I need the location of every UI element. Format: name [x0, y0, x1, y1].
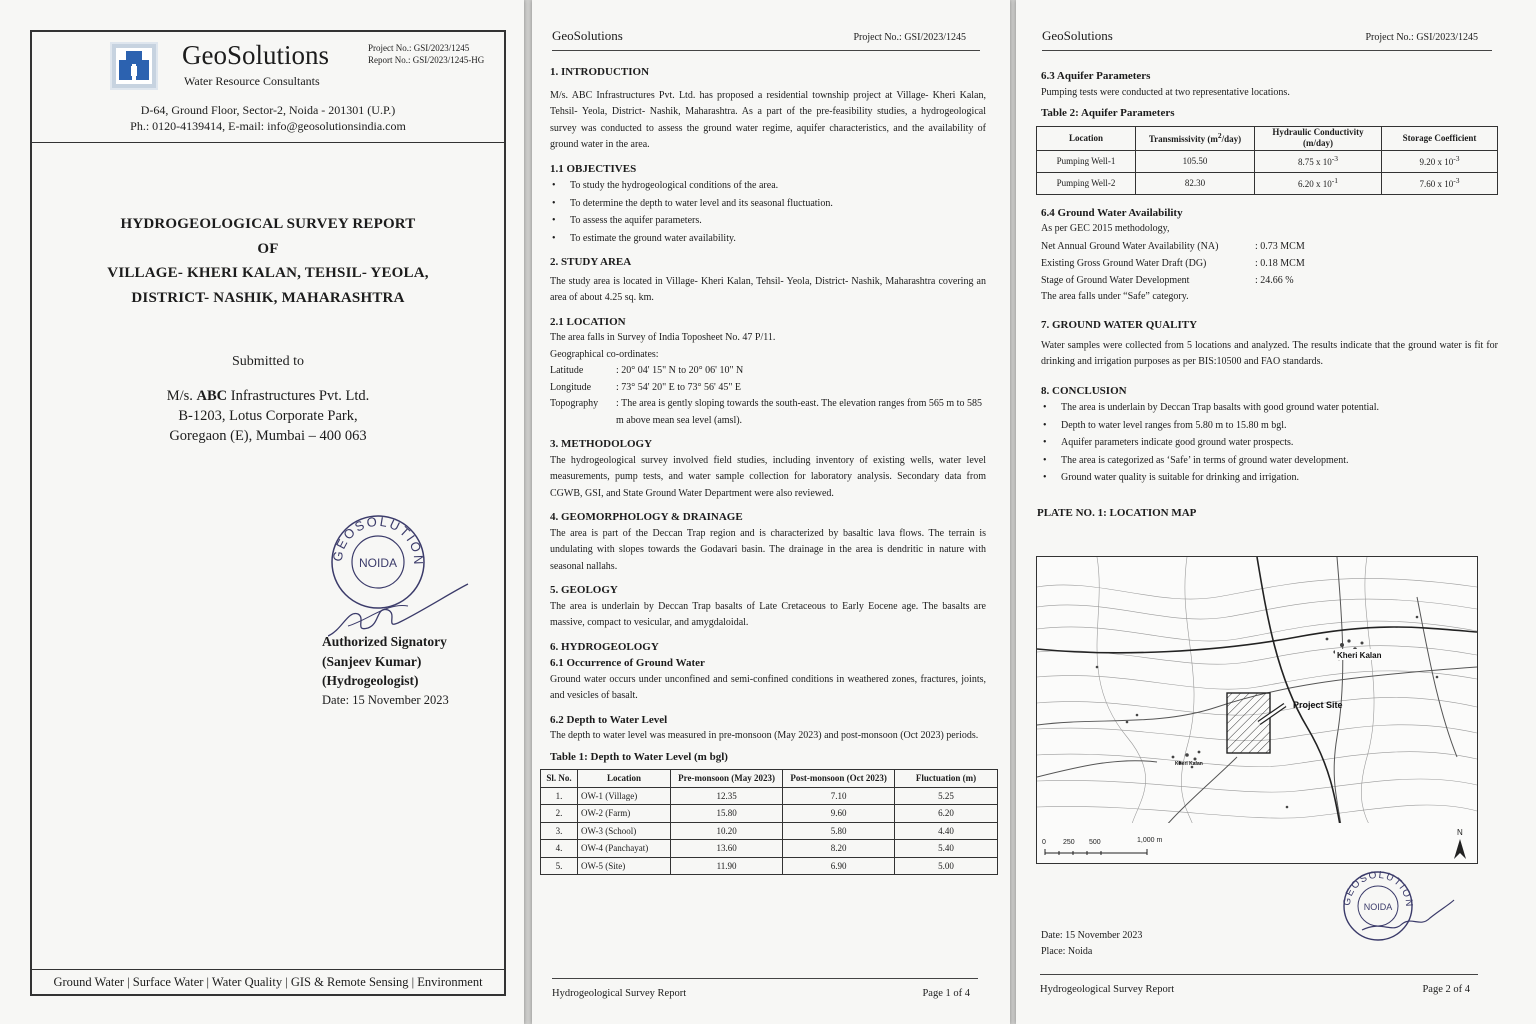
list-item: • Depth to water level ranges from 5.80 m to 15.80 m bgl.: [1041, 417, 1498, 435]
client-address-line: Goregaon (E), Mumbai – 400 063: [169, 428, 367, 444]
page-footer: [1040, 974, 1478, 995]
list-item: • Ground water quality is suitable for drinking and irrigation.: [1041, 469, 1498, 487]
page-2-content: [1037, 68, 1498, 521]
village-label-small: Kheri Kalan: [1175, 761, 1203, 767]
section-heading: 2.1 LOCATION: [550, 315, 626, 328]
column-header: Location: [1037, 126, 1136, 150]
footer-divider: [32, 969, 504, 970]
title-line: DISTRICT- NASHIK, MAHARASHTRA: [131, 289, 405, 306]
title-line: OF: [257, 240, 279, 257]
svg-text:N: N: [1457, 828, 1463, 837]
coordinates-label: Geographical co-ordinates:: [550, 348, 659, 360]
table-row: Pumping Well-1 105.50 8.75 x $10^{-3}$ 9.20 x $10^{-3}$: [1037, 150, 1498, 172]
column-header: Pre-monsoon (May 2023): [671, 770, 783, 788]
table-header-row: [541, 770, 998, 788]
location-text: The area falls in Survey of India Toposheet No. 47 P/11.: [550, 332, 776, 343]
list-item: • To estimate the ground water availability.: [550, 230, 986, 248]
longitude-row: Longitude : 73° 54' 20" E to 73° 56' 45" E: [550, 381, 742, 393]
depth-to-water-table: [540, 769, 998, 875]
report-number: Report No.: GSI/2023/1245-HG: [368, 55, 485, 65]
svg-text:500: 500: [1089, 839, 1101, 846]
firm-tagline: Water Resource Consultants: [184, 74, 320, 88]
column-header: Hydraulic Conductivity (m/day): [1255, 126, 1382, 150]
table-header-row: [1037, 126, 1498, 150]
company-seal-stamp: [328, 514, 488, 649]
firm-logo-icon: [110, 42, 158, 90]
list-item: • To determine the depth to water level and its seasonal fluctuation.: [550, 195, 986, 213]
gec-methodology-text: As per GEC 2015 methodology,: [1041, 223, 1170, 234]
column-header: Sl. No.: [541, 770, 578, 788]
water-quality-text: Water samples were collected from 5 locations and analyzed. The results indicate that the ground water is fit for drinking and irrigation purposes as per BIS:10500 and FAO standards.: [1041, 339, 1498, 367]
village-label: Kheri Kalan: [1337, 651, 1382, 660]
section-heading: 1.1 OBJECTIVES: [550, 162, 637, 175]
signatory-role: (Hydrogeologist): [322, 673, 419, 688]
table-row: 2. OW-2 (Farm) 15.80 9.60 6.20: [541, 805, 998, 823]
project-number: Project No.: GSI/2023/1245: [368, 43, 470, 53]
project-site-polygon: [1227, 693, 1270, 753]
title-line: HYDROGEOLOGICAL SURVEY REPORT: [120, 216, 416, 232]
cover-page: [0, 0, 524, 1024]
firm-address: D-64, Ground Floor, Sector-2, Noida - 201301 (U.P.): [140, 103, 396, 117]
objectives-list: [550, 177, 986, 247]
section-heading: 6. HYDROGEOLOGY: [550, 640, 659, 653]
latitude-row: Latitude : 20° 04' 15" N to 20° 06' 10" N: [550, 365, 744, 376]
column-header: Fluctuation (m): [895, 770, 998, 788]
company-seal-stamp: [1342, 870, 1462, 955]
table-row: 5. OW-5 (Site) 11.90 6.90 5.00: [541, 857, 998, 875]
subsection-heading: 6.3 Aquifer Parameters: [1041, 70, 1151, 82]
safe-category-text: The area falls under “Safe” category.: [1041, 290, 1189, 302]
conclusion-list: [1041, 399, 1498, 487]
list-item: • The area is underlain by Deccan Trap basalts with good ground water potential.: [1041, 399, 1498, 417]
firm-contact: Ph.: 0120-4139414, E-mail: info@geosolutionsindia.com: [130, 119, 406, 133]
availability-row: Stage of Ground Water Development : 24.66 %: [1041, 274, 1294, 286]
svg-text:NOIDA: NOIDA: [1363, 902, 1393, 912]
plate-heading: PLATE NO. 1: LOCATION MAP: [1037, 506, 1197, 519]
list-item: • Aquifer parameters indicate good ground water prospects.: [1041, 434, 1498, 452]
header-firm-name: GeoSolutions: [552, 28, 623, 43]
svg-text:GEOSOLUTIONS: GEOSOLUTION: [1342, 870, 1415, 909]
subsection-heading: 6.2 Depth to Water Level: [550, 713, 668, 726]
client-name: M/s. ABC Infrastructures Pvt. Ltd.: [166, 388, 370, 404]
page-number: Page 2 of 4: [1422, 984, 1470, 995]
svg-text:1,000 m: 1,000 m: [1137, 837, 1163, 844]
svg-text:0: 0: [1042, 839, 1046, 846]
title-line: VILLAGE- KHERI KALAN, TEHSIL- YEOLA,: [107, 265, 429, 281]
report-page-2: [1016, 0, 1536, 1024]
introduction-text: M/s. ABC Infrastructures Pvt. Ltd. has proposed a residential township project at Village- Kheri Kalan, Tehsil- Yeola, District- Nashik, Maharashtra. As a part of the pre-feasibility studies, a hydrogeological survey was conducted to assess the ground water regime, aquifer characteristics, and the availability of ground water in the area.: [550, 89, 986, 150]
page-number: Page 1 of 4: [922, 988, 970, 999]
signatory-title: Authorized Signatory: [322, 634, 447, 649]
availability-row: Net Annual Ground Water Availability (NA) : 0.73 MCM: [1041, 240, 1305, 252]
location-map: [1036, 556, 1478, 864]
section-heading: 3. METHODOLOGY: [550, 438, 653, 450]
list-item: • To assess the aquifer parameters.: [550, 212, 986, 230]
page-header: [552, 28, 980, 51]
list-item: • The area is categorized as ‘Safe’ in terms of ground water development.: [1041, 452, 1498, 470]
table-row: 1. OW-1 (Village) 12.35 7.10 5.25: [541, 787, 998, 805]
subsection-heading: 6.4 Ground Water Availability: [1041, 206, 1183, 219]
page-1-content: [546, 64, 986, 875]
signing-place: Place: Noida: [1041, 946, 1093, 957]
header-divider: [32, 142, 504, 143]
geomorphology-text: The area is part of the Deccan Trap region and is characterized by basaltic lava flows. The terrain is undulating with slopes towards the Godavari basin. The drainage in the area is dendritic in nature with seasonal nallahs.: [550, 527, 986, 572]
signatory-block: [322, 632, 449, 710]
aquifer-text: Pumping tests were conducted at two representative locations.: [1041, 86, 1290, 98]
table-row: Pumping Well-2 82.30 6.20 x $10^{-1}$ 7.60 x $10^{-3}$: [1037, 172, 1498, 194]
report-page-1: [532, 0, 1010, 1024]
report-title: [32, 212, 504, 310]
footer-title: Hydrogeological Survey Report: [1040, 984, 1175, 995]
table-caption: Table 2: Aquifer Parameters: [1041, 107, 1175, 119]
header-project-number: Project No.: GSI/2023/1245: [853, 32, 966, 43]
column-header: Storage Coefficient: [1382, 126, 1498, 150]
svg-text:GEOSOLUTIONS: GEOSOLUTION: [329, 514, 427, 567]
study-area-text: The study area is located in Village- Kheri Kalan, Tehsil- Yeola, District- Nashik, Maharashtra covering an area of about 4.25 sq. km.: [550, 275, 986, 303]
header-project-number: Project No.: GSI/2023/1245: [1365, 32, 1478, 43]
cover-date: Date: 15 November 2023: [322, 692, 449, 707]
aquifer-parameters-table: [1036, 126, 1498, 195]
section-heading: 8. CONCLUSION: [1041, 384, 1127, 397]
section-heading: 2. STUDY AREA: [550, 256, 632, 268]
column-header: Transmissivity $(m^2/day)$: [1136, 126, 1255, 150]
project-site-label: Project Site: [1293, 700, 1343, 710]
list-item: • To study the hydrogeological conditions of the area.: [550, 177, 986, 195]
methodology-text: The hydrogeological survey involved field studies, including inventory of existing wells, water level measurements, pump tests, and water sample collection for laboratory analysis. Secondary data from CGWB, GSI, and State Ground Water Department were also reviewed.: [550, 454, 986, 499]
occurrence-text: Ground water occurs under unconfined and semi-confined conditions in weathered zones, fractures, joints, and vesicles of basalt.: [550, 673, 986, 701]
services-line: Ground Water | Surface Water | Water Quality | GIS & Remote Sensing | Environment: [53, 975, 483, 989]
firm-name: GeoSolutions: [182, 40, 330, 70]
footer-title: Hydrogeological Survey Report: [552, 988, 687, 999]
column-header: Location: [578, 770, 671, 788]
depth-text: The depth to water level was measured in pre-monsoon (May 2023) and post-monsoon (Oct 2023) periods.: [550, 730, 979, 741]
svg-text:NOIDA: NOIDA: [358, 556, 398, 570]
section-heading: 5. GEOLOGY: [550, 584, 618, 596]
cover-reference-numbers: [368, 42, 484, 66]
page-footer: [552, 978, 978, 999]
page-header: [1042, 28, 1492, 51]
subsection-heading: 6.1 Occurrence of Ground Water: [550, 657, 705, 669]
topography-row: Topography : The area is gently sloping towards the south-east. The elevation ranges from 565 m to 585 m above mean sea level (amsl).: [550, 398, 982, 426]
table-row: 3. OW-3 (School) 10.20 5.80 4.40: [541, 822, 998, 840]
firm-address-block: [32, 102, 504, 134]
client-address: [32, 386, 504, 446]
section-heading: 4. GEOMORPHOLOGY & DRAINAGE: [550, 511, 743, 523]
header-firm-name: GeoSolutions: [1042, 28, 1113, 43]
date-place-block: [1041, 928, 1142, 960]
signatory-name: (Sanjeev Kumar): [322, 653, 422, 669]
table-row: 4. OW-4 (Panchayat) 13.60 8.20 5.40: [541, 840, 998, 858]
geology-text: The area is underlain by Deccan Trap basalts of Late Cretaceous to Early Eocene age. The basalts are massive, compact to vesicular, and amygdaloidal.: [550, 600, 986, 628]
svg-text:250: 250: [1063, 839, 1075, 846]
client-address-line: B-1203, Lotus Corporate Park,: [178, 408, 358, 424]
cover-frame: [30, 30, 506, 996]
section-heading: 7. GROUND WATER QUALITY: [1041, 319, 1198, 331]
column-header: Post-monsoon (Oct 2023): [783, 770, 895, 788]
signing-date: Date: 15 November 2023: [1041, 930, 1143, 941]
availability-row: Existing Gross Ground Water Draft (DG) : 0.18 MCM: [1041, 257, 1305, 269]
submitted-to-label: Submitted to: [232, 354, 304, 369]
table-caption: Table 1: Depth to Water Level (m bgl): [550, 750, 728, 763]
section-heading: 1. INTRODUCTION: [550, 66, 650, 78]
